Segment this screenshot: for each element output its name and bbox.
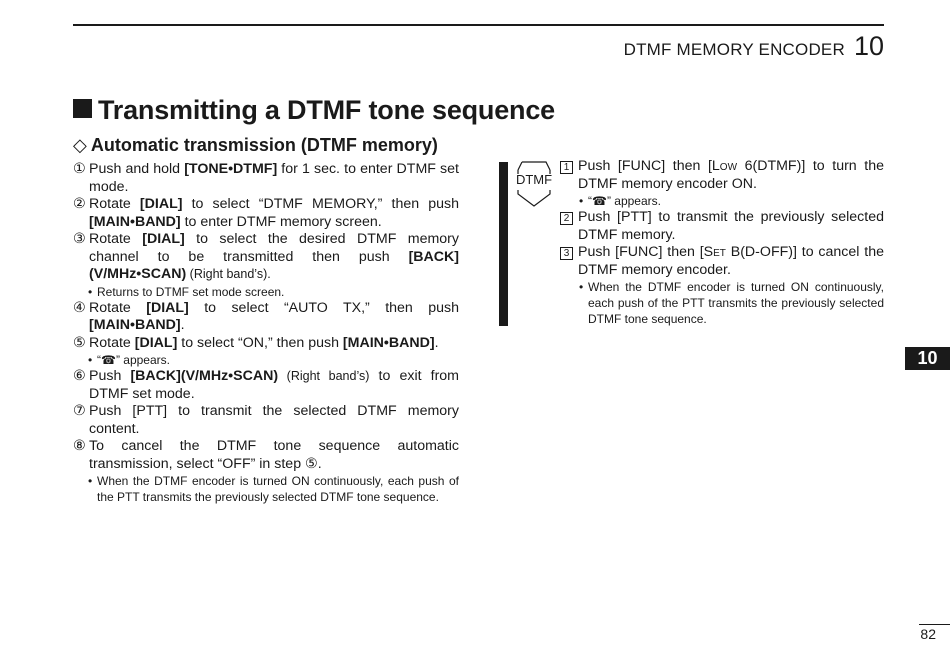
step-text: Push [FUNC] then [	[578, 158, 712, 174]
step-1	[73, 161, 459, 196]
step-text: B(D-OFF)] to cancel the DTMF memory encoder.	[578, 244, 884, 278]
step-text: to enter DTMF memory screen.	[180, 213, 382, 230]
step-number: ②	[73, 196, 86, 212]
step-text: Rotate	[89, 299, 147, 316]
step-text: (Right band’s).	[186, 267, 271, 281]
key-label: Low	[711, 158, 738, 174]
key-label: [DIAL]	[139, 196, 183, 212]
step-text: Rotate	[89, 334, 135, 351]
note-text: “	[97, 353, 101, 367]
step-number: ⑥	[73, 368, 86, 384]
header-rule	[73, 24, 884, 26]
step-text: 6(DTMF)] to turn the DTMF memory encoder ON.	[578, 158, 884, 192]
diamond-icon: ◇	[73, 135, 87, 155]
step-5-note	[73, 352, 459, 368]
key-label: [DIAL]	[134, 334, 178, 351]
key-label: [BACK](V/MHz•SCAN)	[89, 248, 459, 282]
note-text: When the DTMF encoder is turned ON continuously, each push of the PTT transmits the previously selected DTMF tone sequence.	[588, 280, 884, 326]
chapter-number: 10	[853, 31, 884, 61]
page-title	[73, 95, 555, 126]
step-text: Rotate	[89, 196, 140, 212]
square-bullet-icon	[73, 99, 92, 118]
step-number: ⑦	[73, 403, 86, 419]
quick-reference-bar	[499, 162, 508, 326]
step-3-note	[73, 284, 459, 300]
key-label: [MAIN•BAND]	[342, 334, 435, 351]
step-3	[73, 231, 459, 284]
step-8-note	[73, 473, 459, 505]
page-number: 82	[920, 626, 936, 642]
chapter-title: DTMF MEMORY ENCODER	[623, 40, 845, 59]
step-number: ⑤	[73, 334, 86, 351]
step-number: ⑧	[73, 438, 86, 454]
step-text: Push and hold	[89, 161, 185, 177]
step-text: Push	[89, 368, 131, 384]
page-title-text: Transmitting a DTMF tone sequence	[98, 95, 555, 125]
step-text: Push [PTT] to transmit the selected DTMF memory content.	[89, 403, 459, 437]
step-8	[73, 438, 459, 473]
chapter-side-tab: 10	[905, 347, 950, 370]
step-text: Push [FUNC] then [	[578, 244, 704, 260]
step-text: Rotate	[89, 231, 143, 247]
step-text: .	[180, 317, 185, 333]
step-6	[73, 368, 459, 403]
step-text: for 1 sec. to enter DTMF set mode.	[89, 161, 459, 195]
note-text: “	[588, 194, 592, 208]
quick-step-2	[560, 209, 884, 244]
step-5	[73, 335, 459, 353]
step-text: (Right band’s)	[278, 369, 370, 383]
key-label: [MAIN•BAND]	[89, 317, 181, 333]
step-text: to select the desired DTMF memory channel to be transmitted then push	[89, 231, 459, 265]
key-label: [TONE•DTMF]	[184, 161, 278, 177]
step-box: 2	[560, 212, 573, 225]
step-number: ①	[73, 161, 86, 177]
telephone-icon: ☎	[101, 353, 116, 367]
step-text: To cancel the DTMF tone sequence automatic transmission, select “OFF” in step ⑤.	[89, 438, 459, 472]
key-label: [DIAL]	[142, 231, 185, 247]
step-box: 1	[560, 161, 573, 174]
step-box: 3	[560, 247, 573, 260]
note-text: ” appears.	[606, 194, 661, 208]
step-number: ④	[73, 299, 86, 316]
step-number: ③	[73, 231, 86, 247]
dtmf-badge	[514, 160, 554, 208]
step-text: to select “DTMF MEMORY,” then push	[182, 196, 459, 212]
note-text: ” appears.	[115, 353, 170, 367]
step-text: Push [PTT] to transmit the previously selected DTMF memory.	[578, 209, 884, 243]
left-column	[73, 161, 459, 505]
key-label: [BACK](V/MHz•SCAN)	[130, 368, 279, 384]
quick-step-1	[560, 158, 884, 193]
note-text: Returns to DTMF set mode screen.	[97, 284, 285, 299]
dtmf-badge-label: DTMF	[515, 172, 553, 187]
quick-step-3-note	[560, 279, 884, 327]
step-7	[73, 403, 459, 438]
step-text: to select “ON,” then push	[177, 334, 343, 351]
bullet: •	[88, 353, 93, 367]
note-text: When the DTMF encoder is turned ON continuously, each push of the PTT transmits the previously selected DTMF tone sequence.	[97, 474, 459, 504]
step-4	[73, 300, 459, 335]
step-text: to exit from DTMF set mode.	[89, 368, 460, 402]
step-text: to select “AUTO TX,” then push	[188, 299, 460, 316]
bullet: •	[579, 194, 584, 208]
bullet: •	[88, 474, 93, 488]
key-label: [MAIN•BAND]	[89, 213, 181, 230]
quick-step-3	[560, 244, 884, 279]
bullet: •	[88, 284, 93, 299]
right-column	[560, 158, 884, 327]
telephone-icon: ☎	[592, 194, 607, 208]
key-label: Set	[703, 244, 726, 260]
page-header	[624, 31, 884, 62]
section-subtitle-text: Automatic transmission (DTMF memory)	[90, 135, 438, 155]
footer-rule	[919, 624, 950, 625]
step-text: .	[434, 334, 439, 351]
quick-step-1-note	[560, 193, 884, 209]
key-label: [DIAL]	[146, 299, 189, 316]
section-subtitle	[73, 135, 438, 156]
step-2	[73, 196, 459, 231]
bullet: •	[579, 280, 584, 294]
